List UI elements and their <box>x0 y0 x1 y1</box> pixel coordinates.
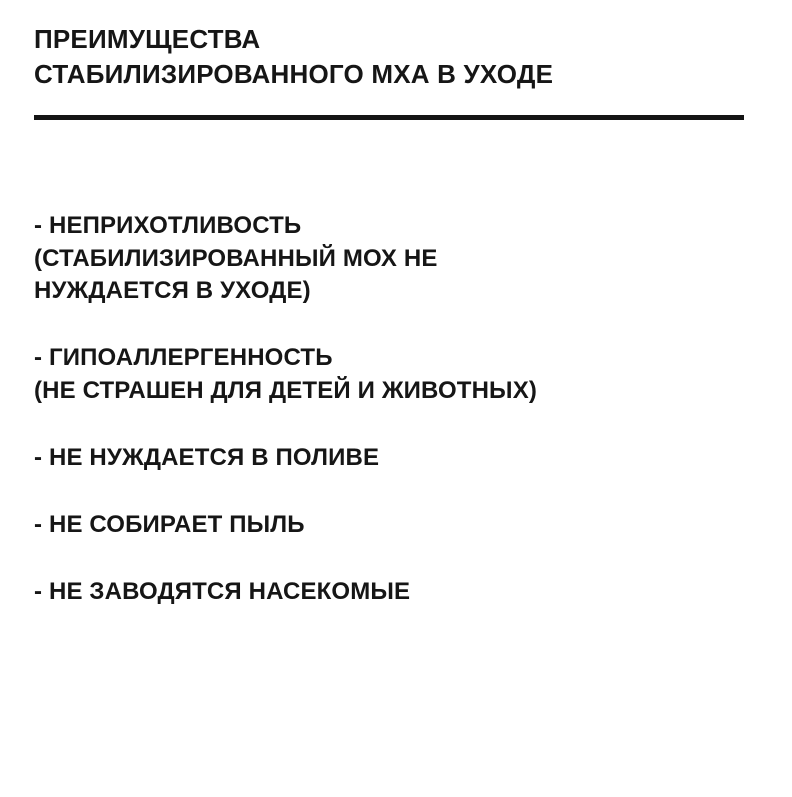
page-title: ПРЕИМУЩЕСТВА СТАБИЛИЗИРОВАННОГО МХА В УХОДЕ <box>34 24 554 90</box>
benefit-line: - НЕПРИХОТЛИВОСТЬ <box>34 211 302 239</box>
benefit-line: (СТАБИЛИЗИРОВАННЫЙ МОХ НЕ <box>34 244 438 272</box>
list-item <box>34 342 758 408</box>
benefit-line: (НЕ СТРАШЕН ДЛЯ ДЕТЕЙ И ЖИВОТНЫХ) <box>34 377 537 405</box>
benefits-list <box>34 210 758 609</box>
list-item <box>34 210 758 309</box>
title-divider <box>34 115 744 120</box>
benefit-line: - НЕ ЗАВОДЯТСЯ НАСЕКОМЫЕ <box>34 577 411 605</box>
benefit-line: - ГИПОАЛЛЕРГЕННОСТЬ <box>34 344 333 372</box>
benefit-line: НУЖДАЕТСЯ В УХОДЕ) <box>34 277 311 305</box>
benefit-line: - НЕ СОБИРАЕТ ПЫЛЬ <box>34 510 305 538</box>
list-item <box>34 576 758 609</box>
list-item <box>34 509 758 542</box>
benefit-line: - НЕ НУЖДАЕТСЯ В ПОЛИВЕ <box>34 444 380 472</box>
list-item <box>34 442 758 475</box>
